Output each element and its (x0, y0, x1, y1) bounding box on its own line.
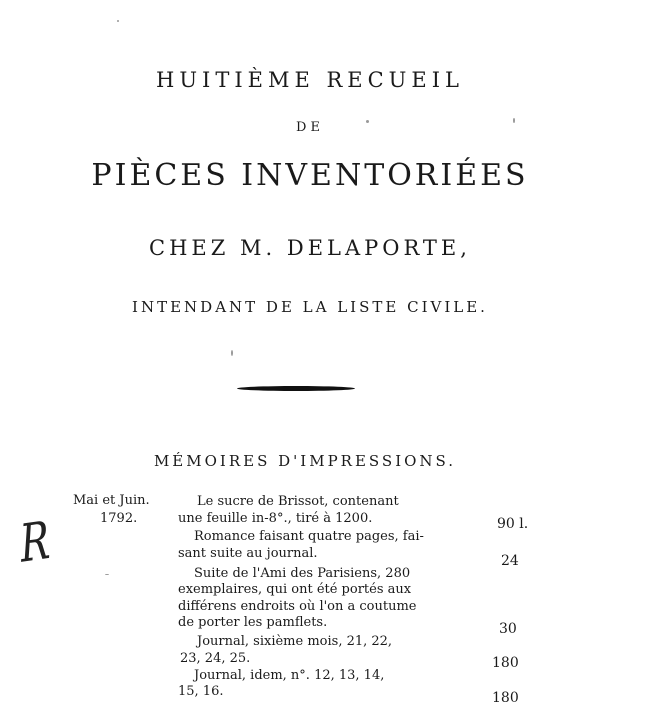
margin-date-line-2: 1792. (100, 511, 138, 526)
entry-3-line-4: de porter les pamflets. (178, 615, 328, 630)
scan-speck (105, 574, 109, 575)
entry-3-amount: 30 (499, 621, 517, 637)
handwritten-mark: R (18, 510, 52, 575)
entry-3-line-2: exemplaires, qui ont été portés aux (178, 582, 412, 597)
title-line-1: HUITIÈME RECUEIL (156, 68, 464, 92)
ornamental-rule (237, 386, 355, 391)
entry-3-line-3: différens endroits où l'on a coutume (178, 599, 417, 614)
title-line-5: INTENDANT DE LA LISTE CIVILE. (132, 298, 488, 316)
entry-2-line-1: Romance faisant quatre pages, fai- (194, 529, 424, 544)
entry-4-line-1: Journal, sixième mois, 21, 22, (197, 634, 393, 649)
entry-2-amount: 24 (501, 553, 519, 569)
entry-1-line-1: Le sucre de Brissot, contenant (197, 494, 399, 509)
entry-5-amount: 180 (492, 690, 519, 706)
entry-1-amount: 90 l. (497, 516, 529, 532)
scan-speck (117, 20, 119, 22)
title-line-2: DE (296, 120, 324, 135)
entry-2-line-2: sant suite au journal. (178, 546, 318, 561)
scan-speck (231, 350, 233, 356)
entry-1-line-2: une feuille in-8°., tiré à 1200. (178, 511, 373, 526)
entry-4-amount: 180 (492, 655, 519, 671)
section-title: MÉMOIRES D'IMPRESSIONS. (153, 452, 457, 470)
title-line-4: CHEZ M. DELAPORTE, (149, 236, 471, 260)
title-line-3: PIÈCES INVENTORIÉES (91, 158, 529, 193)
entry-3-line-1: Suite de l'Ami des Parisiens, 280 (194, 566, 411, 581)
margin-date-line-1: Mai et Juin. (73, 493, 150, 508)
entry-5-line-1: Journal, idem, n°. 12, 13, 14, (194, 668, 385, 683)
entry-4-line-2: 23, 24, 25. (180, 651, 251, 666)
scan-speck (366, 120, 369, 123)
scan-speck (513, 118, 515, 123)
entry-5-line-2: 15, 16. (178, 684, 224, 699)
